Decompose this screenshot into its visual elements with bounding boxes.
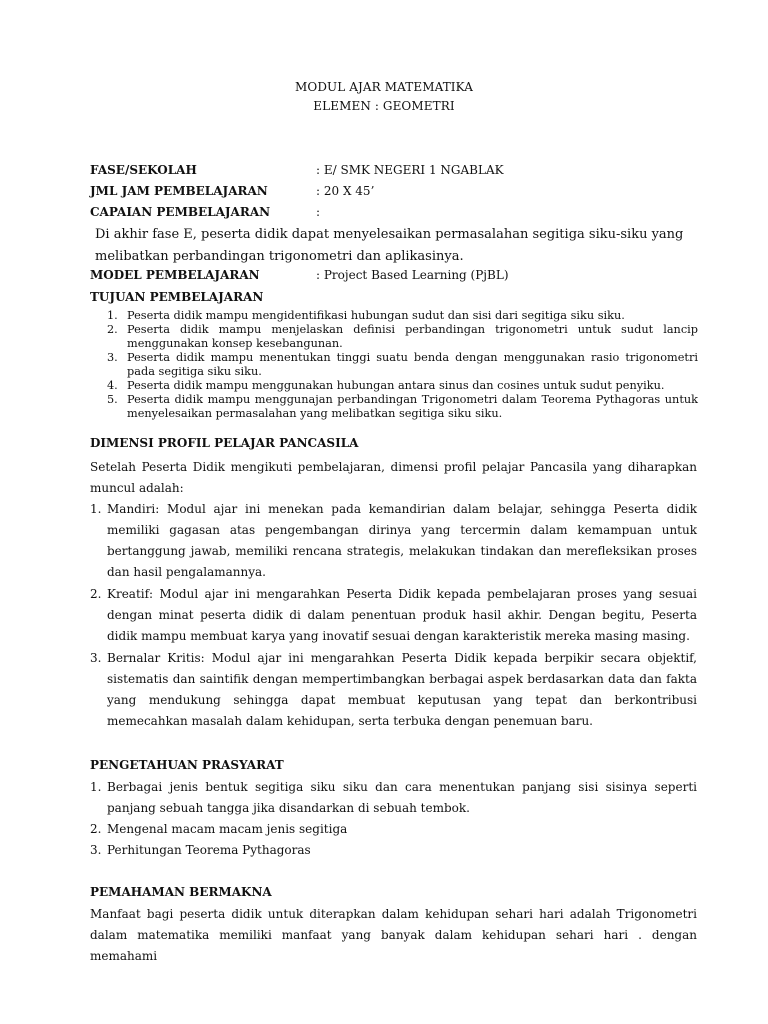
list-item (90, 499, 697, 583)
info-label: FASE/SEKOLAH (90, 163, 197, 177)
list-number: 3. (107, 351, 118, 364)
list-text: Peserta didik mampu menggunajan perbandingan Trigonometri dalam Teorema Pythagoras untuk menyelesaikan permasalahan yang melibatkan segitiga siku siku. (127, 393, 698, 420)
list-text: Peserta didik mampu menggunakan hubungan antara sinus dan cosines untuk sudut penyiku. (127, 379, 665, 392)
list-item (107, 379, 698, 393)
info-value: : (316, 205, 321, 219)
section-heading-prasyarat: PENGETAHUAN PRASYARAT (90, 758, 284, 772)
prasyarat-list (90, 777, 697, 861)
tujuan-list (107, 309, 698, 421)
list-number: 1. (90, 780, 102, 794)
list-item (90, 840, 697, 861)
section-heading-pemahaman: PEMAHAMAN BERMAKNA (90, 885, 272, 899)
list-item (107, 393, 698, 421)
list-number: 2. (90, 822, 102, 836)
list-number: 3. (90, 651, 102, 665)
list-item (107, 309, 698, 323)
info-value: : E/ SMK NEGERI 1 NGABLAK (316, 163, 504, 177)
document-title: MODUL AJAR MATEMATIKA (295, 80, 473, 94)
list-item (107, 351, 698, 379)
info-label: MODEL PEMBELAJARAN (90, 268, 260, 282)
list-number: 1. (107, 309, 118, 322)
list-item (90, 648, 697, 732)
list-text: Mandiri: Modul ajar ini menekan pada kemandirian dalam belajar, sehingga Peserta didik memiliki gagasan atas pengembangan dirinya yang tercermin dalam kemampuan untuk bertanggung jawab, memiliki rencana strategis, melakukan tindakan dan merefleksikan proses dan hasil pengalamannya. (107, 502, 697, 579)
section-heading-tujuan: TUJUAN PEMBELAJARAN (90, 290, 264, 304)
list-text: Kreatif: Modul ajar ini mengarahkan Peserta Didik kepada pembelajaran proses yang sesuai dengan minat peserta didik di dalam penentuan produk hasil akhir. Dengan begitu, Peserta didik mampu membuat karya yang inovatif sesuai dengan karakteristik mereka masing masing. (107, 587, 697, 643)
list-number: 3. (90, 843, 102, 857)
list-number: 2. (90, 587, 102, 601)
document-subtitle: ELEMEN : GEOMETRI (313, 99, 455, 113)
list-text: Peserta didik mampu menentukan tinggi suatu benda dengan menggunakan rasio trigonometri pada segitiga siku siku. (127, 351, 698, 378)
list-item (107, 323, 698, 351)
pemahaman-text: Manfaat bagi peserta didik untuk diterapkan dalam kehidupan sehari hari adalah Trigonometri dalam matematika memiliki manfaat yang banyak dalam kehidupan sehari hari . dengan memahami (90, 907, 697, 963)
dimensi-list (90, 499, 697, 732)
list-number: 2. (107, 323, 118, 336)
list-number: 5. (107, 393, 118, 406)
info-value: : Project Based Learning (PjBL) (316, 268, 509, 282)
capaian-text: Di akhir fase E, peserta didik dapat menyelesaikan permasalahan segitiga siku-siku yang melibatkan perbandingan trigonometri dan aplikasinya. (95, 227, 684, 264)
list-text: Berbagai jenis bentuk segitiga siku siku dan cara menentukan panjang sisi sisinya seperti panjang sebuah tangga jika disandarkan di sebuah tembok. (107, 780, 697, 815)
section-heading-dimensi: DIMENSI PROFIL PELAJAR PANCASILA (90, 436, 359, 450)
info-label: CAPAIAN PEMBELAJARAN (90, 205, 271, 219)
list-item (90, 584, 697, 647)
info-value: : 20 X 45’ (316, 184, 375, 198)
list-text: Peserta didik mampu menjelaskan definisi perbandingan trigonometri untuk sudut lancip menggunakan konsep kesebangunan. (127, 323, 698, 350)
list-item (90, 777, 697, 819)
list-number: 1. (90, 502, 102, 516)
info-label: JML JAM PEMBELAJARAN (90, 184, 268, 198)
dimensi-intro: Setelah Peserta Didik mengikuti pembelajaran, dimensi profil pelajar Pancasila yang diharapkan muncul adalah: (90, 460, 697, 495)
list-text: Mengenal macam macam jenis segitiga (107, 822, 348, 836)
list-text: Peserta didik mampu mengidentifikasi hubungan sudut dan sisi dari segitiga siku siku. (127, 309, 625, 322)
list-text: Perhitungan Teorema Pythagoras (107, 843, 311, 857)
list-text: Bernalar Kritis: Modul ajar ini mengarahkan Peserta Didik kepada berpikir secara objektif, sistematis dan saintifik dengan mempertimbangkan berbagai aspek berdasarkan data dan fakta yang mendukung sehingga dapat membuat keputusan yang tepat dan berkontribusi memecahkan masalah dalam kehidupan, serta terbuka dengan penemuan baru. (107, 651, 697, 728)
list-number: 4. (107, 379, 118, 392)
list-item (90, 819, 697, 840)
